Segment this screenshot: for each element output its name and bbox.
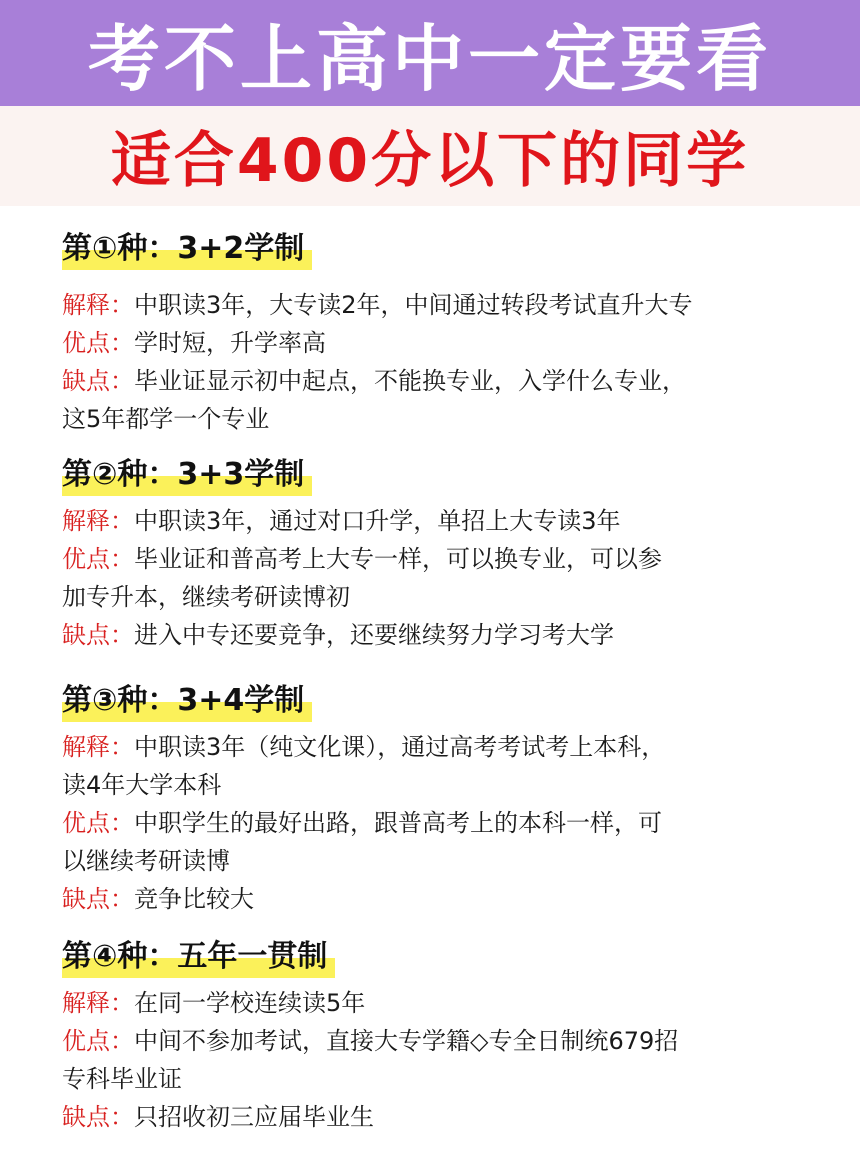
section-heading: [62, 932, 335, 982]
entry-key: 缺点：: [62, 1103, 134, 1131]
entry-key: 优点：: [62, 329, 134, 357]
section-heading: [62, 450, 312, 500]
section-heading: [62, 224, 312, 274]
page-title: 考不上高中一定要看: [87, 17, 772, 101]
section-heading: [62, 676, 312, 726]
entry-text-continued: 这5年都学一个专业: [62, 405, 270, 433]
entry-text-continued: 以继续考研读博: [62, 847, 230, 875]
advantage-entry: [62, 804, 842, 880]
entry-key: 缺点：: [62, 621, 134, 649]
entry-key: 优点：: [62, 545, 134, 573]
explanation-entry: [62, 286, 842, 324]
explanation-entry: [62, 984, 842, 1022]
entry-text: 进入中专还要竞争，还要继续努力学习考大学: [134, 621, 614, 649]
advantage-entry: [62, 324, 842, 362]
disadvantage-entry: [62, 880, 842, 918]
entry-text: 中职学生的最好出路，跟普高考上的本科一样，可: [134, 809, 662, 837]
explanation-entry: [62, 502, 842, 540]
section-1: [62, 224, 842, 438]
entry-text: 中间不参加考试，直接大专学籍◇专全日制统679招: [134, 1027, 679, 1055]
entry-text: 中职读3年，通过对口升学，单招上大专读3年: [134, 507, 621, 535]
entry-key: 解释：: [62, 291, 134, 319]
section-heading-text: 第②种：3+3学制: [62, 457, 305, 492]
page-subtitle: 适合400分以下的同学: [110, 126, 750, 196]
advantage-entry: [62, 540, 842, 616]
section-heading-text: 第①种：3+2学制: [62, 231, 305, 266]
section-heading-text: 第③种：3+4学制: [62, 683, 305, 718]
entry-text: 毕业证显示初中起点，不能换专业，入学什么专业，: [134, 367, 686, 395]
subtitle-band: [0, 106, 860, 206]
entry-text: 竞争比较大: [134, 885, 254, 913]
entry-text-continued: 读4年大学本科: [62, 771, 222, 799]
entry-text: 只招收初三应届毕业生: [134, 1103, 374, 1131]
section-heading-text: 第④种：五年一贯制: [62, 939, 328, 974]
disadvantage-entry: [62, 362, 842, 438]
title-banner: [0, 0, 860, 106]
entry-text-continued: 加专升本，继续考研读博初: [62, 583, 350, 611]
entry-key: 解释：: [62, 733, 134, 761]
entry-key: 优点：: [62, 809, 134, 837]
entry-text: 在同一学校连续读5年: [134, 989, 366, 1017]
entry-text: 毕业证和普高考上大专一样，可以换专业，可以参: [134, 545, 662, 573]
entry-key: 缺点：: [62, 367, 134, 395]
entry-key: 优点：: [62, 1027, 134, 1055]
entry-text: 中职读3年，大专读2年，中间通过转段考试直升大专: [134, 291, 693, 319]
entry-text-continued: 专科毕业证: [62, 1065, 182, 1093]
entry-key: 解释：: [62, 989, 134, 1017]
entry-key: 解释：: [62, 507, 134, 535]
entry-text: 学时短，升学率高: [134, 329, 326, 357]
section-3: [62, 676, 842, 918]
explanation-entry: [62, 728, 842, 804]
disadvantage-entry: [62, 1098, 842, 1136]
section-2: [62, 450, 842, 654]
entry-key: 缺点：: [62, 885, 134, 913]
disadvantage-entry: [62, 616, 842, 654]
advantage-entry: [62, 1022, 842, 1098]
entry-text: 中职读3年（纯文化课），通过高考考试考上本科，: [134, 733, 666, 761]
section-4: [62, 932, 842, 1136]
